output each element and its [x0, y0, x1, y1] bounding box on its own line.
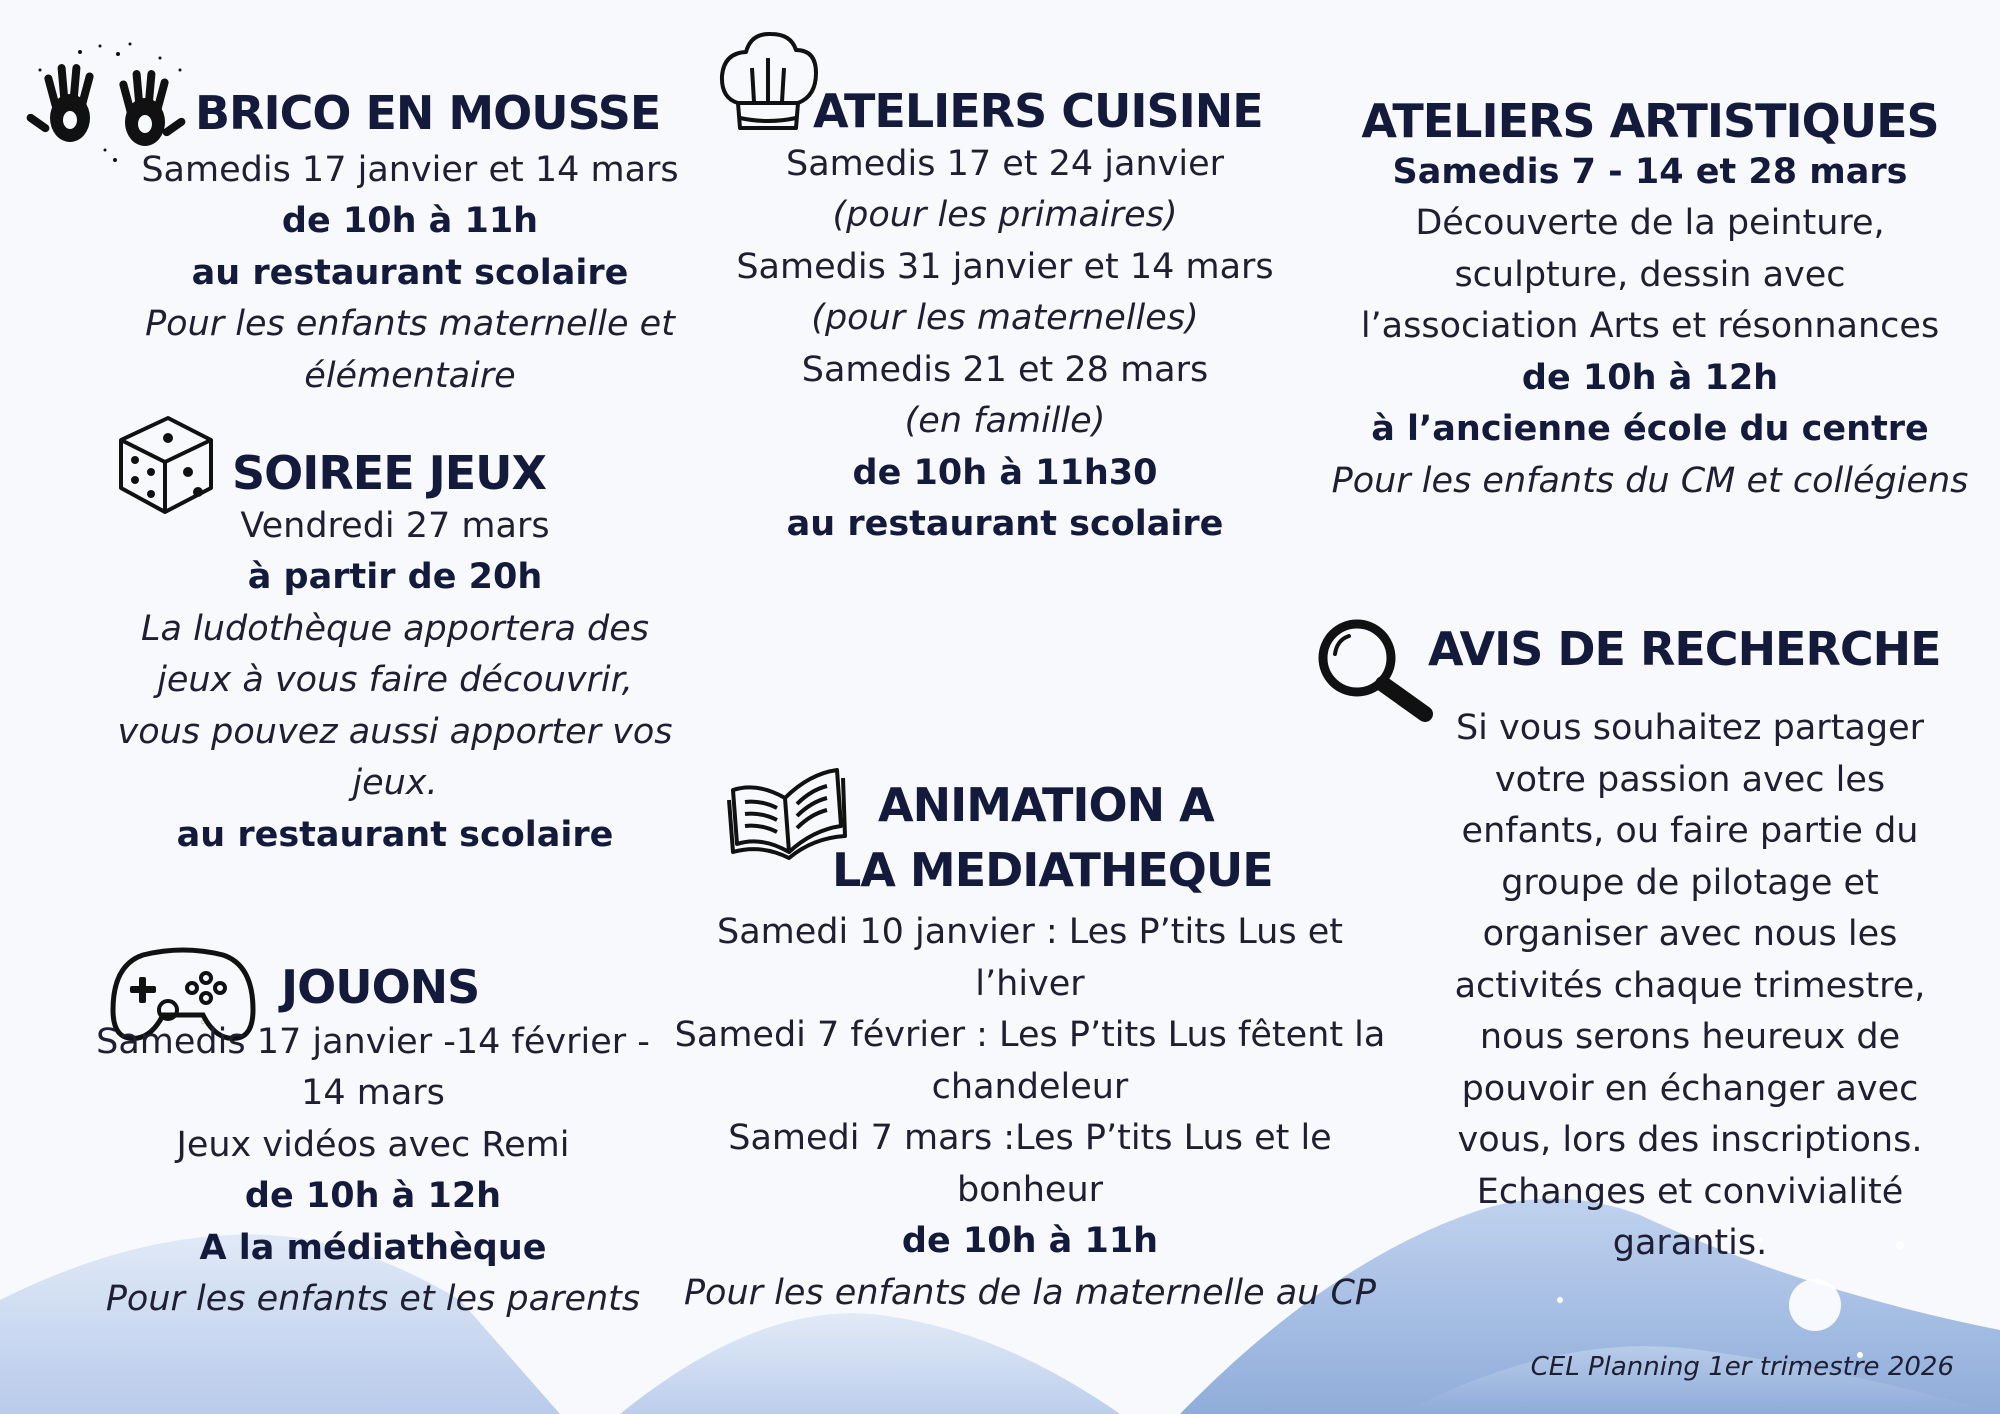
- avis-title: AVIS DE RECHERCHE: [1428, 622, 1941, 676]
- jouons-audience: Pour les enfants et les parents: [105, 1279, 641, 1320]
- mediatheque-event-2a: Samedi 7 février : Les P’tits Lus fêtent la: [674, 1015, 1386, 1056]
- cuisine-audience-2: (pour les maternelles): [811, 298, 1199, 339]
- cuisine-dates-1: Samedis 17 et 24 janvier: [785, 143, 1224, 184]
- artistiques-hours: de 10h à 12h: [1521, 357, 1779, 398]
- cuisine-dates-2: Samedis 31 janvier et 14 mars: [736, 246, 1274, 287]
- cuisine-audience-1: (pour les primaires): [832, 195, 1178, 236]
- artistiques-desc-3: l’association Arts et résonnances: [1360, 306, 1940, 347]
- brico-audience-1: Pour les enfants maternelle et: [145, 304, 675, 345]
- brico-title: BRICO EN MOUSSE: [195, 86, 661, 140]
- soiree-section: [95, 448, 695, 861]
- mediatheque-section: [660, 780, 1400, 1319]
- brico-dates: Samedis 17 janvier et 14 mars: [141, 149, 679, 190]
- mediatheque-event-1a: Samedi 10 janvier : Les P’tits Lus et: [716, 912, 1343, 953]
- soiree-hours: à partir de 20h: [247, 557, 543, 598]
- brico-hours: de 10h à 11h: [281, 201, 539, 242]
- jouons-dates-1: Samedis 17 janvier -14 février -: [96, 1021, 650, 1062]
- avis-text-4: groupe de pilotage et: [1501, 862, 1879, 903]
- avis-text-3: enfants, ou faire partie du: [1461, 811, 1919, 851]
- mediatheque-event-1b: l’hiver: [975, 963, 1085, 1004]
- cuisine-title: ATELIERS CUISINE: [813, 84, 1263, 138]
- mediatheque-event-2b: chandeleur: [931, 1066, 1129, 1107]
- artistiques-place: à l’ancienne école du centre: [1371, 409, 1929, 450]
- mediatheque-hours: de 10h à 11h: [901, 1221, 1159, 1262]
- soiree-desc-4: jeux.: [352, 763, 438, 804]
- avis-text-11: garantis.: [1612, 1223, 1768, 1263]
- artistiques-audience: Pour les enfants du CM et collégiens: [1331, 460, 1969, 501]
- avis-text-1: Si vous souhaitez partager: [1455, 708, 1925, 748]
- jouons-place: A la médiathèque: [199, 1227, 547, 1268]
- mediatheque-event-3b: bonheur: [956, 1169, 1104, 1210]
- cuisine-audience-3: (en famille): [904, 401, 1106, 442]
- brico-section: [110, 88, 710, 402]
- avis-text-10: Echanges et convivialité: [1476, 1171, 1904, 1212]
- cuisine-dates-3: Samedis 21 et 28 mars: [801, 349, 1209, 390]
- avis-text-8: pouvoir en échanger avec: [1461, 1068, 1919, 1109]
- cuisine-place: au restaurant scolaire: [786, 504, 1224, 545]
- avis-text-6: activités chaque trimestre,: [1454, 965, 1926, 1006]
- jouons-desc: Jeux vidéos avec Remi: [176, 1124, 570, 1165]
- brico-place: au restaurant scolaire: [191, 252, 629, 293]
- soiree-desc-2: jeux à vous faire découvrir,: [157, 660, 633, 701]
- mediatheque-title-2: LA MEDIATHEQUE: [832, 842, 1273, 897]
- jouons-dates-2: 14 mars: [301, 1073, 445, 1114]
- cuisine-hours: de 10h à 11h30: [852, 452, 1158, 493]
- avis-text-2: votre passion avec les: [1494, 759, 1886, 800]
- artistiques-desc-1: Découverte de la peinture,: [1415, 203, 1885, 244]
- footer-caption: CEL Planning 1er trimestre 2026: [1530, 1352, 1954, 1382]
- jouons-title: JOUONS: [281, 960, 480, 1014]
- mediatheque-title-1: ANIMATION A: [878, 778, 1214, 832]
- brico-audience-2: élémentaire: [304, 355, 516, 396]
- mediatheque-event-3a: Samedi 7 mars :Les P’tits Lus et le: [728, 1118, 1332, 1159]
- artistiques-desc-2: sculpture, dessin avec: [1454, 254, 1846, 295]
- soiree-date: Vendredi 27 mars: [240, 505, 550, 546]
- soiree-title: SOIREE JEUX: [232, 446, 546, 500]
- avis-section: [1390, 703, 1990, 1270]
- jouons-hours: de 10h à 12h: [244, 1176, 502, 1217]
- artistiques-section: [1300, 96, 2000, 507]
- avis-text-7: nous serons heureux de: [1479, 1017, 1901, 1057]
- soiree-desc-1: La ludothèque apportera des: [141, 608, 649, 649]
- cuisine-section: [705, 86, 1305, 551]
- artistiques-dates: Samedis 7 - 14 et 28 mars: [1392, 151, 1908, 192]
- mediatheque-audience: Pour les enfants de la maternelle au CP: [683, 1272, 1377, 1313]
- artistiques-title: ATELIERS ARTISTIQUES: [1361, 94, 1939, 148]
- jouons-section: [73, 962, 673, 1326]
- soiree-place: au restaurant scolaire: [176, 814, 614, 855]
- avis-text-9: vous, lors des inscriptions.: [1457, 1120, 1923, 1160]
- avis-text-5: organiser avec nous les: [1482, 914, 1898, 954]
- soiree-desc-3: vous pouvez aussi apporter vos: [117, 711, 673, 752]
